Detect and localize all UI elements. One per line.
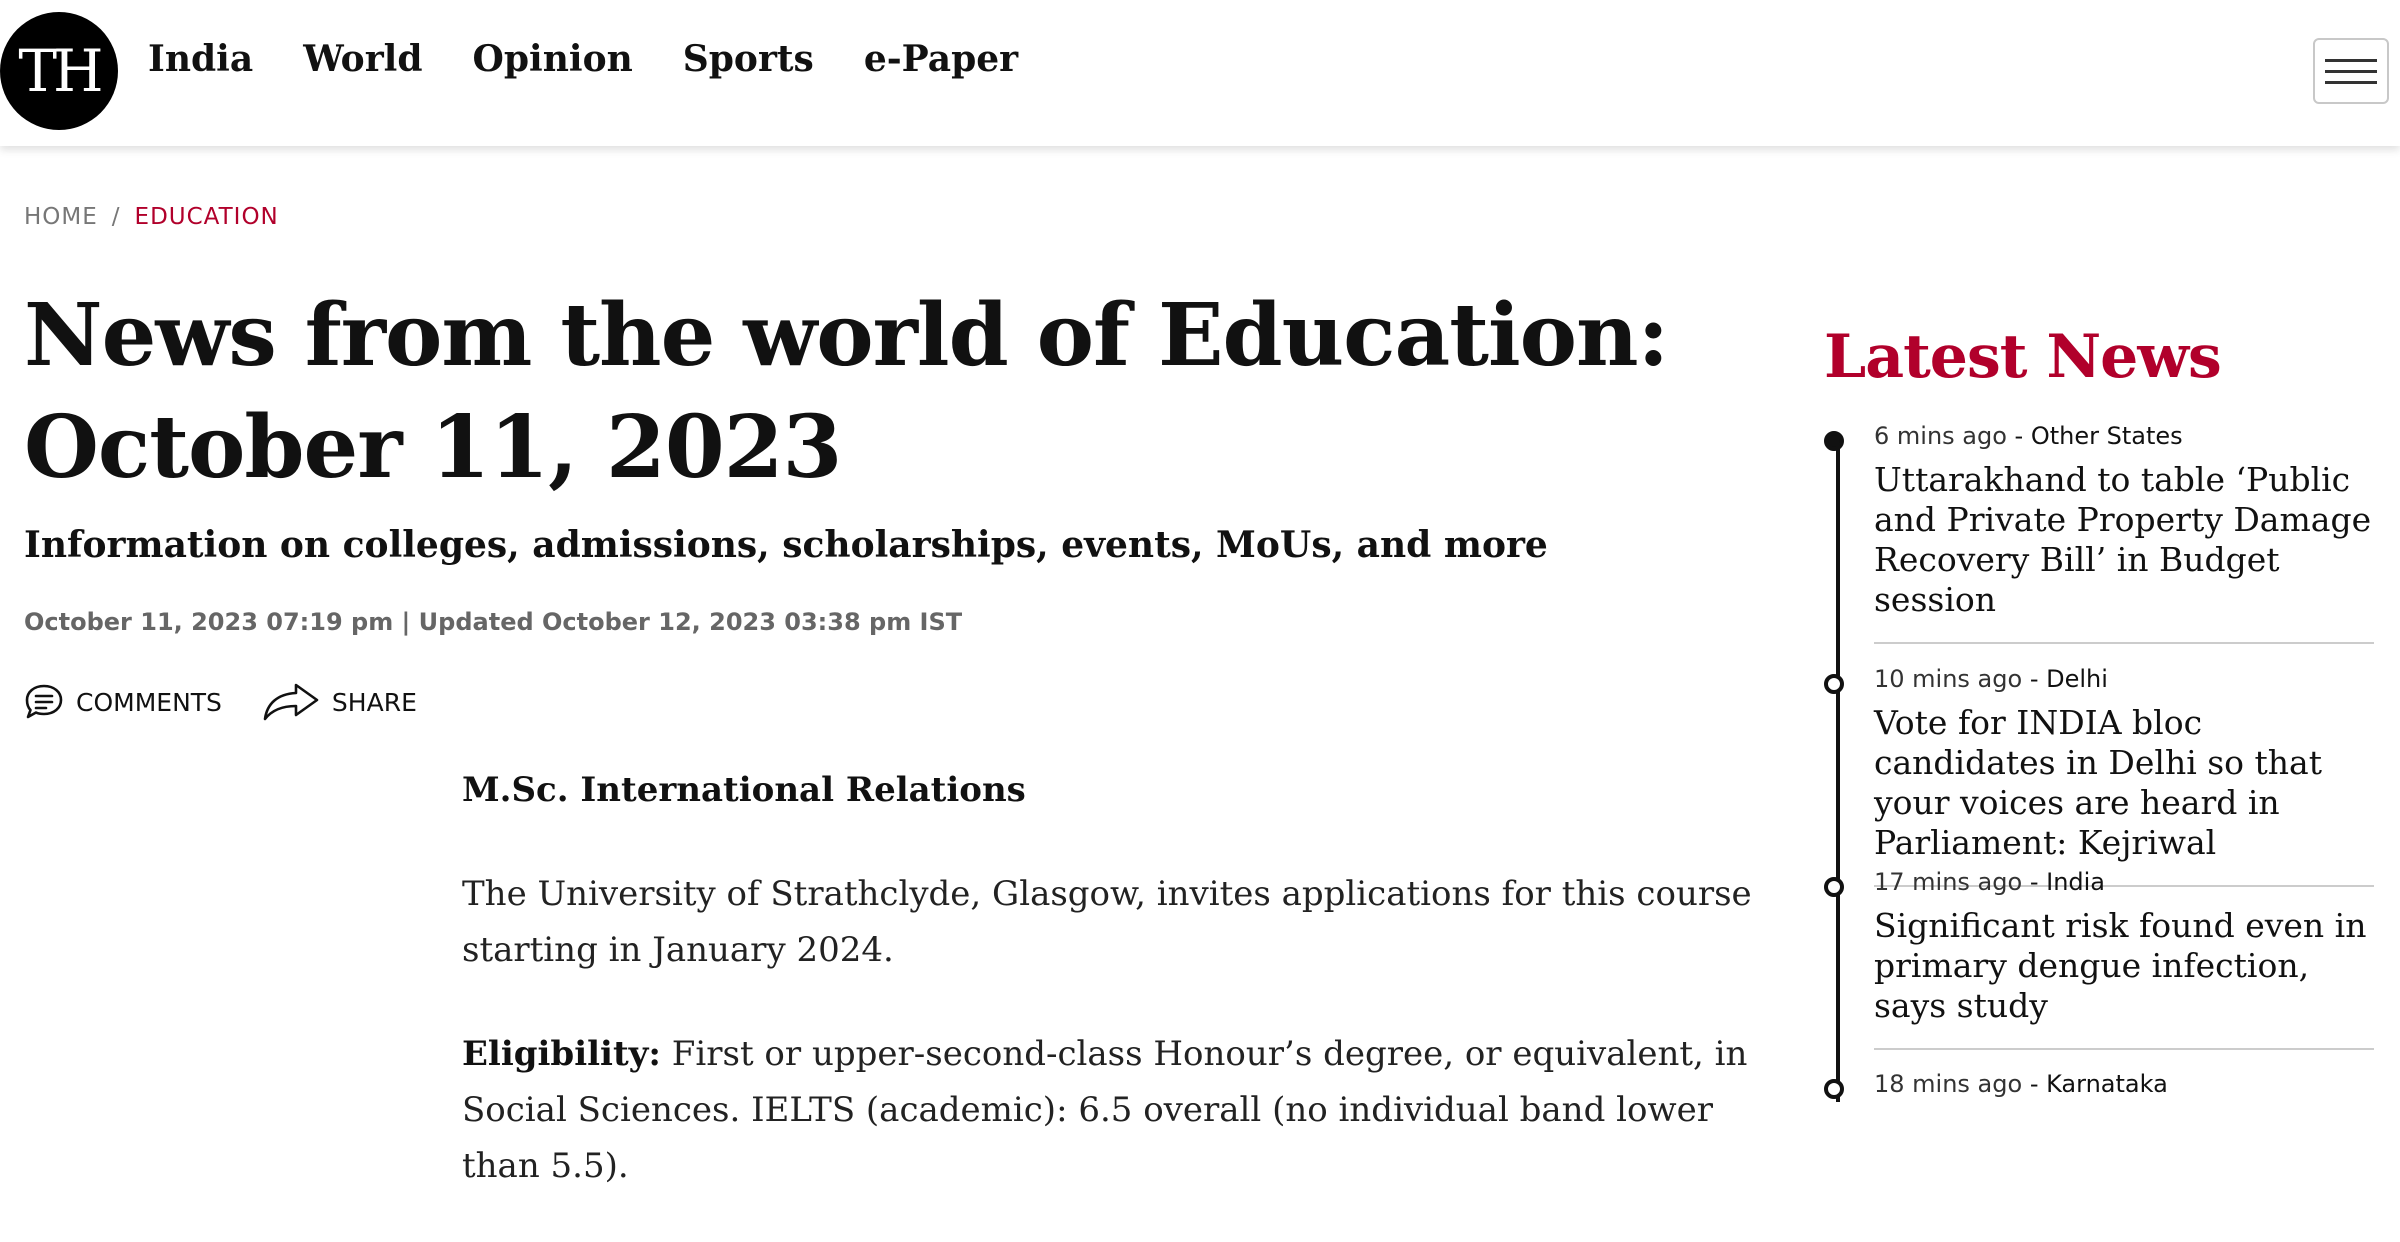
latest-news-title: Latest News (1824, 322, 2221, 392)
eligibility-text: First or upper-second-class Honour’s degree, or equivalent, in Social Sciences. IELTS (academic): 6.5 overall (no individual band lower than 5.5). (462, 1034, 1748, 1186)
news-meta: 17 mins ago - India (1874, 868, 2106, 896)
share-button[interactable] (262, 682, 417, 722)
news-section[interactable]: Other States (2030, 422, 2183, 450)
eligibility-label: Eligibility: (462, 1034, 661, 1074)
latest-news-item[interactable] (1874, 868, 2374, 1050)
site-header (0, 0, 2400, 146)
news-divider (1874, 1048, 2374, 1050)
site-logo[interactable] (0, 12, 118, 130)
breadcrumb-home[interactable]: HOME (24, 204, 98, 230)
news-meta: 6 mins ago - Other States (1874, 422, 2183, 450)
news-headline[interactable]: Uttarakhand to table ‘Public and Private Property Damage Recovery Bill’ in Budget session (1874, 460, 2372, 619)
news-meta: 10 mins ago - Delhi (1874, 665, 2108, 693)
menu-bar (2325, 59, 2377, 62)
nav-item-sports[interactable]: Sports (682, 38, 814, 80)
nav-item-india[interactable]: India (148, 38, 254, 80)
news-meta: 18 mins ago - Karnataka (1874, 1070, 2168, 1098)
body-paragraph: The University of Strathclyde, Glasgow, invites applications for this course starting in January 2024. (462, 874, 1752, 970)
timeline-dot (1824, 1079, 1844, 1099)
nav-item-epaper[interactable]: e-Paper (863, 38, 1019, 80)
latest-news-item[interactable] (1874, 665, 2374, 887)
menu-bar (2325, 81, 2377, 84)
news-time: 6 mins ago (1874, 422, 2007, 450)
latest-news-item[interactable] (1874, 1070, 2374, 1098)
news-time: 18 mins ago (1874, 1070, 2023, 1098)
news-section[interactable]: Karnataka (2046, 1070, 2168, 1098)
nav-item-opinion[interactable]: Opinion (472, 38, 633, 80)
hamburger-menu-icon[interactable] (2313, 38, 2389, 104)
breadcrumb (24, 204, 279, 230)
comments-label: COMMENTS (76, 687, 222, 717)
news-time: 10 mins ago (1874, 665, 2023, 693)
timeline-dot (1824, 674, 1844, 694)
news-headline[interactable]: Significant risk found even in primary dengue infection, says study (1874, 906, 2367, 1025)
timeline-line (1836, 440, 1840, 1102)
breadcrumb-category[interactable]: EDUCATION (134, 204, 279, 230)
article-subtitle: Information on colleges, admissions, scholarships, events, MoUs, and more (24, 524, 1548, 566)
article-title: News from the world of Education: October 11, 2023 (24, 285, 1669, 498)
news-headline[interactable]: Vote for INDIA bloc candidates in Delhi so that your voices are heard in Parliament: Kejriwal (1874, 703, 2322, 862)
main-nav (148, 38, 1018, 80)
body-section-heading: M.Sc. International Relations (462, 770, 1026, 810)
article-body (462, 762, 1782, 1242)
news-section[interactable]: India (2046, 868, 2106, 896)
timeline-dot (1824, 877, 1844, 897)
breadcrumb-separator: / (111, 204, 121, 230)
nav-item-world[interactable]: World (303, 38, 423, 80)
comment-bubble-icon (24, 683, 64, 721)
article-actions (24, 682, 417, 722)
news-divider (1874, 642, 2374, 644)
comments-button[interactable] (24, 682, 222, 722)
news-section[interactable]: Delhi (2046, 665, 2108, 693)
news-time: 17 mins ago (1874, 868, 2023, 896)
timeline-dot (1824, 431, 1844, 451)
share-arrow-icon (262, 682, 320, 722)
body-paragraph-eligibility (462, 1026, 1782, 1194)
latest-news-item[interactable] (1874, 422, 2374, 644)
share-label: SHARE (331, 687, 417, 717)
logo-text: TH (18, 37, 100, 105)
menu-bar (2325, 70, 2377, 73)
article-dateline: October 11, 2023 07:19 pm | Updated October 12, 2023 03:38 pm IST (24, 608, 963, 636)
